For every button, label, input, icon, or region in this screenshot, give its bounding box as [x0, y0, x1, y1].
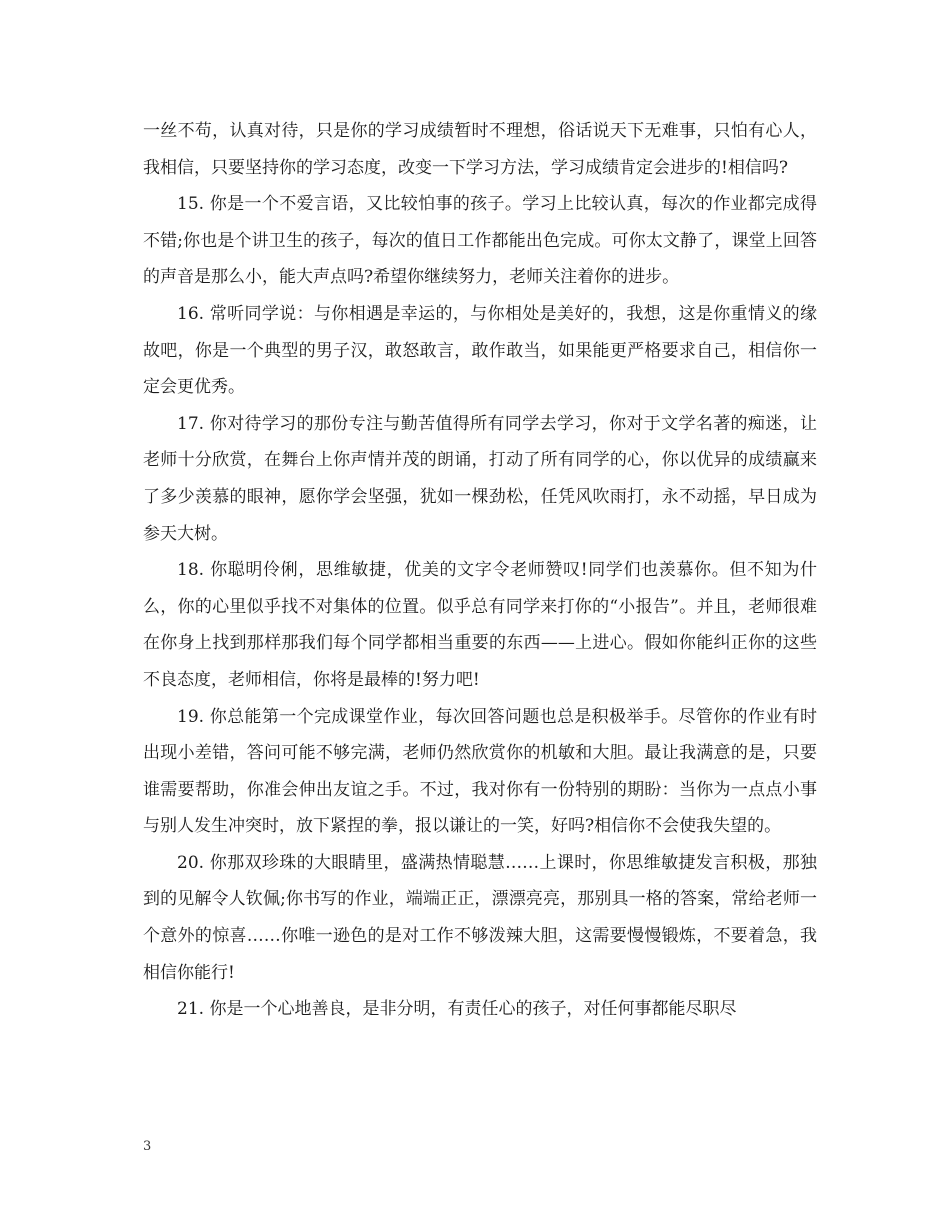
page-number: 3	[143, 1139, 152, 1154]
paragraph-17: 17. 你对待学习的那份专注与勤苦值得所有同学去学习，你对于文学名著的痴迷，让老师十分欣赏，在舞台上你声情并茂的朗诵，打动了所有同学的心，你以优异的成绩赢来了多少羡慕的眼神，愿你学会坚强，犹如一棵劲松，任凭风吹雨打，永不动摇，早日成为参天大树。	[143, 413, 817, 544]
paragraph-18: 18. 你聪明伶俐，思维敏捷，优美的文字令老师赞叹!同学们也羡慕你。但不知为什么，你的心里似乎找不对集体的位置。似乎总有同学来打你的“小报告”。并且，老师很难在你身上找到那样那我们每个同学都相当重要的东西——上进心。假如你能纠正你的这些不良态度，老师相信，你将是最棒的!努力吧!	[143, 560, 817, 690]
paragraph-19: 19. 你总能第一个完成课堂作业，每次回答问题也总是积极举手。尽管你的作业有时出现小差错，答问可能不够完满，老师仍然欣赏你的机敏和大胆。最让我满意的是，只要谁需要帮助，你准会伸出友谊之手。不过，我对你有一份特别的期盼：当你为一点点小事与别人发生冲突时，放下紧捏的拳，报以谦让的一笑，好吗?相信你不会使我失望的。	[143, 706, 817, 837]
paragraph-continuation: 一丝不苟，认真对待，只是你的学习成绩暂时不理想，俗话说天下无难事，只怕有心人，我相信，只要坚持你的学习态度，改变一下学习方法，学习成绩肯定会进步的!相信吗?	[143, 121, 817, 178]
paragraph-16: 16. 常听同学说：与你相遇是幸运的，与你相处是美好的，我想，这是你重情义的缘故吧，你是一个典型的男子汉，敢怒敢言，敢作敢当，如果能更严格要求自己，相信你一定会更优秀。	[143, 303, 817, 398]
paragraph-21: 21. 你是一个心地善良，是非分明，有责任心的孩子，对任何事都能尽职尽	[177, 999, 737, 1020]
paragraph-20: 20. 你那双珍珠的大眼睛里，盛满热情聪慧……上课时，你思维敏捷发言积极，那独到的见解令人钦佩;你书写的作业，端端正正，漂漂亮亮，那别具一格的答案，常给老师一个意外的惊喜……你唯一逊色的是对工作不够泼辣大胆，这需要慢慢锻炼，不要着急，我相信你能行!	[143, 852, 817, 983]
paragraph-15: 15. 你是一个不爱言语，又比较怕事的孩子。学习上比较认真，每次的作业都完成得不错;你也是个讲卫生的孩子，每次的值日工作都能出色完成。可你太文静了，课堂上回答的声音是那么小，能大声点吗?希望你继续努力，老师关注着你的进步。	[143, 194, 817, 288]
document-page	[143, 113, 817, 1028]
